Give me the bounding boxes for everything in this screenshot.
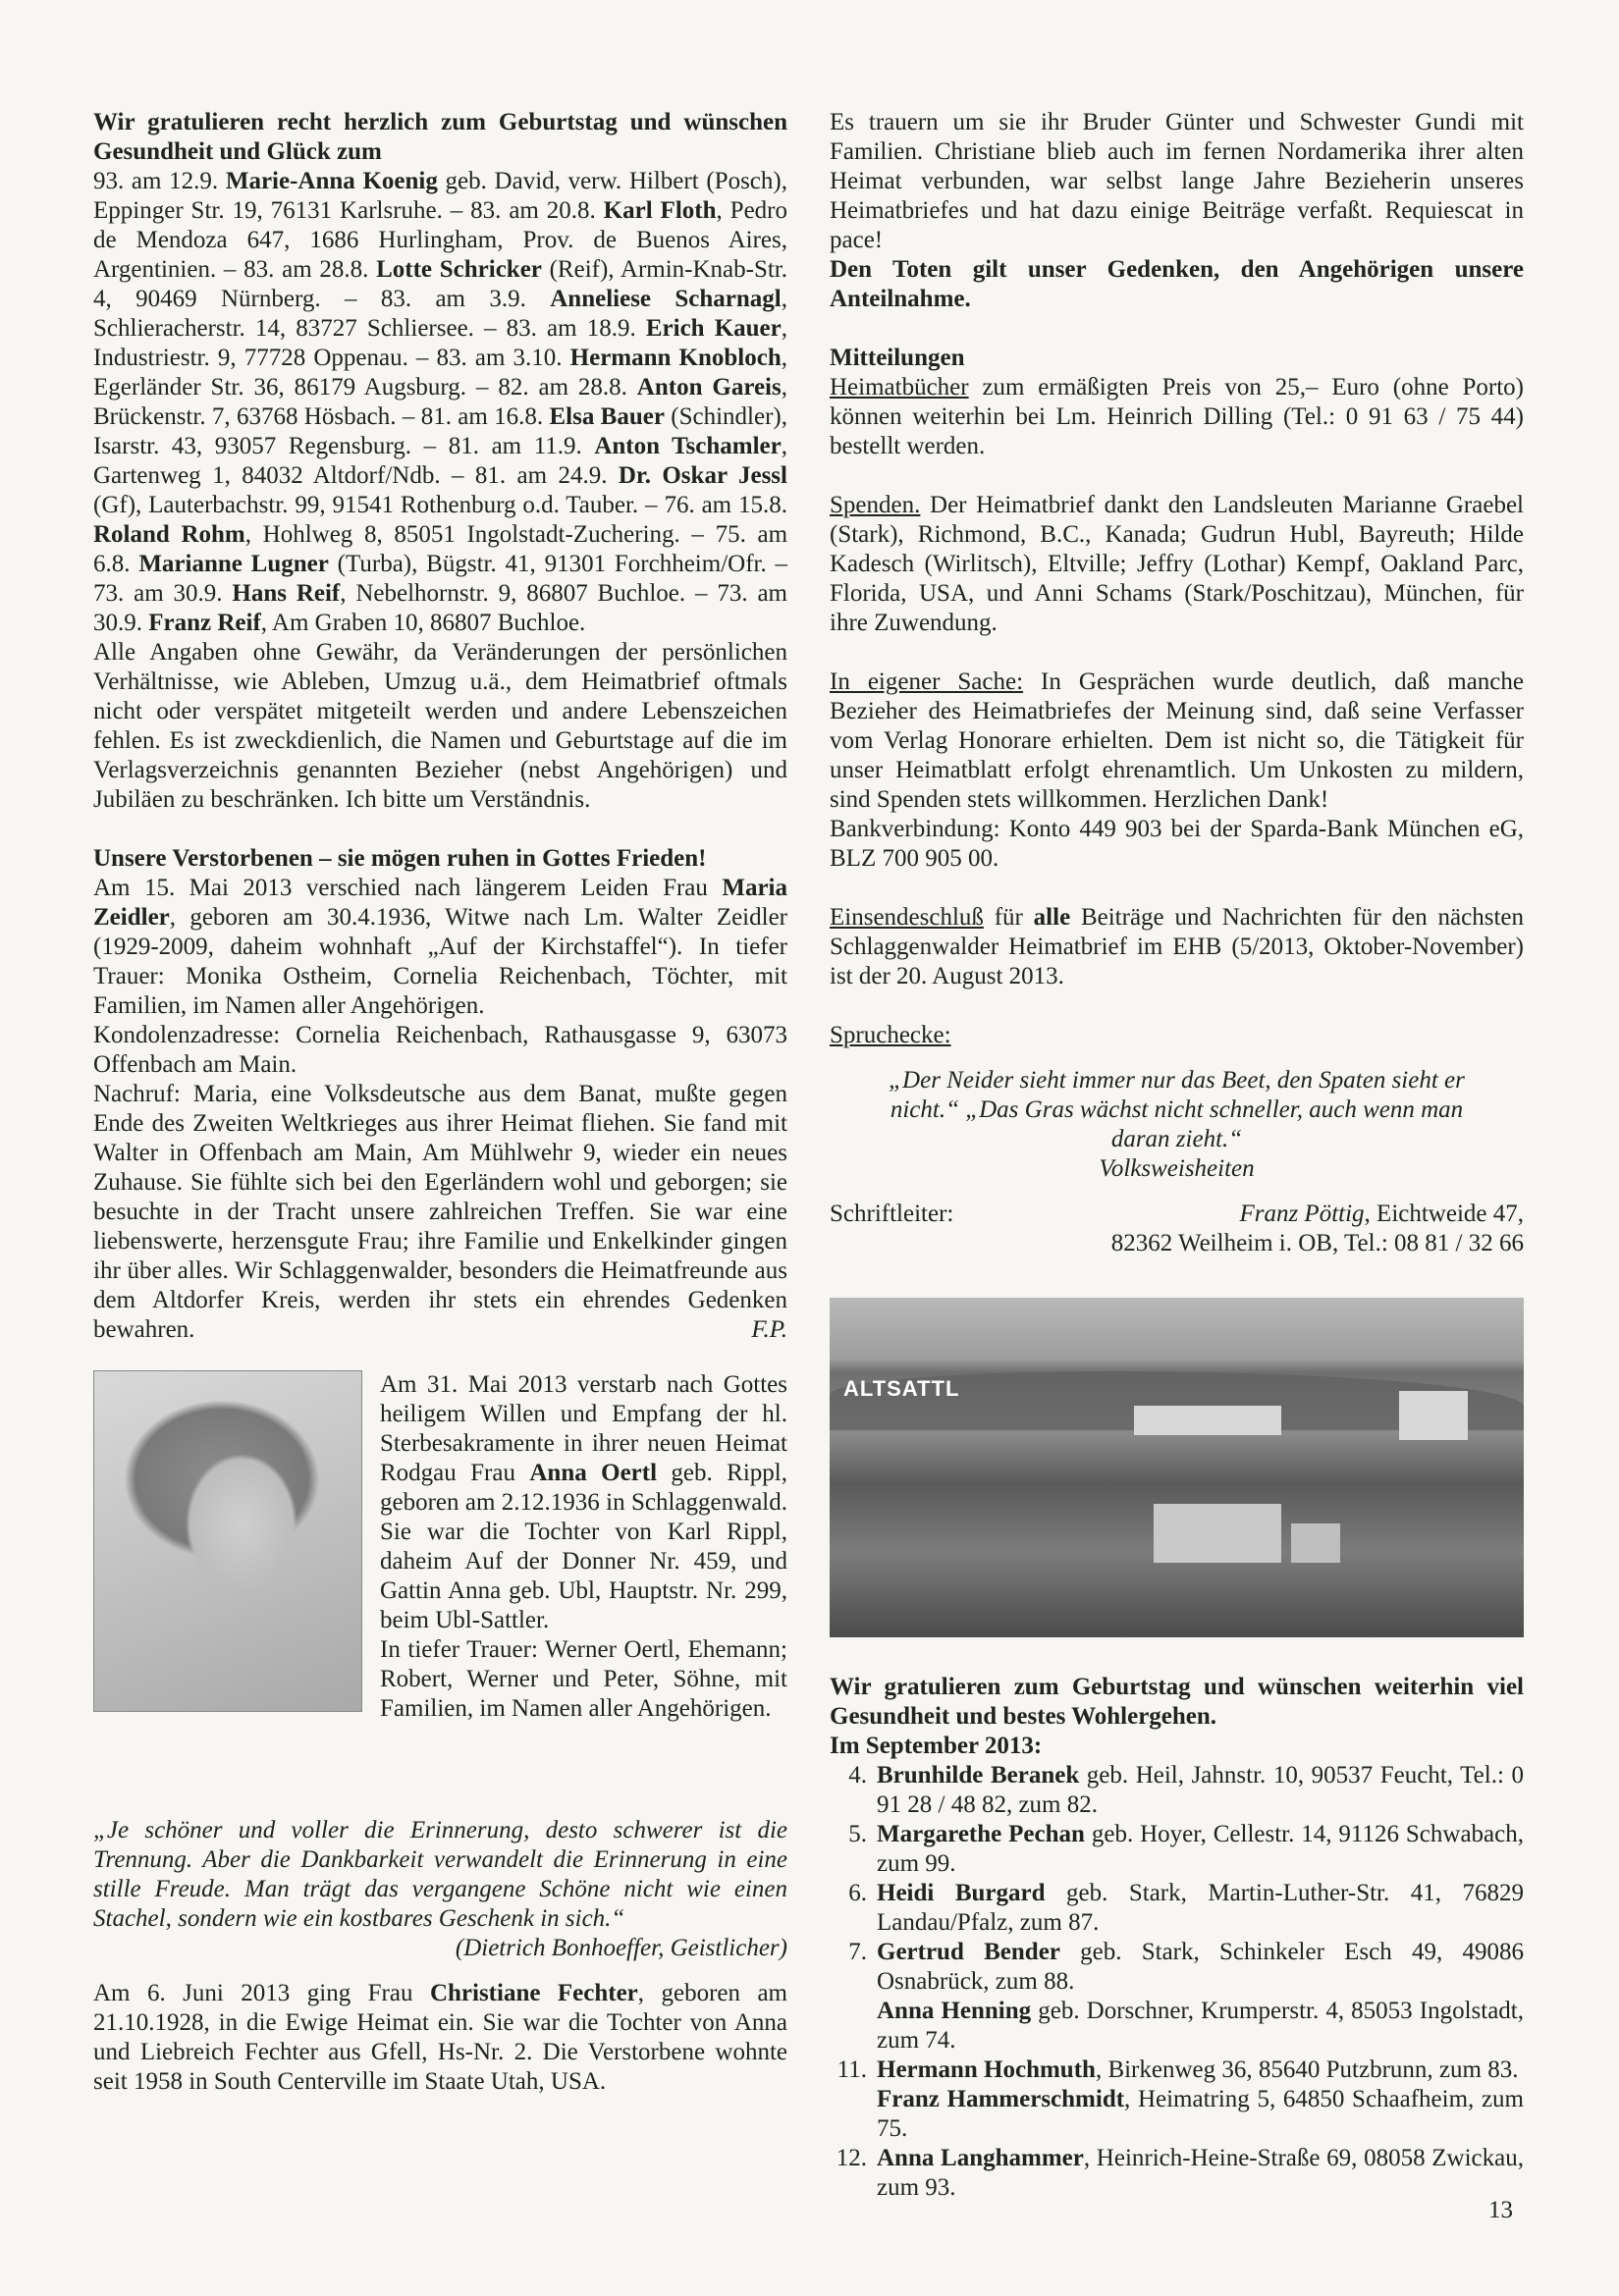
list-sub-item: Anna Henning geb. Dorschner, Krumperstr. 4, 85053 Ingolstadt, zum 74. — [877, 1998, 1525, 2054]
oertl-text: Am 31. Mai 2013 verstarb nach Gottes heiligem Willen und Empfang der hl. Sterbesakramente in ihrer neuen Heimat Rodgau Frau Anna Oertl geb. Rippl, geboren am 2.12.1936 in Schlaggenwald. Sie war die Tochter von Karl Rippl, daheim Auf der Donner Nr. 459, und Gattin Anna geb. Ubl, Hauptstr. Nr. 299, beim Ubl-Sattler. In tiefer Trauer: Werner Oertl, Ehemann; Robert, Werner und Peter, Söhne, mit Familien, im Namen aller Angehörigen. — [380, 1371, 787, 1722]
zeidler-notice: Am 15. Mai 2013 verschied nach längerem Leiden Frau Maria Zeidler, geboren am 30.4.1936, Witwe nach Lm. Walter Zeidler (1929-2009, daheim wohnhaft „Auf der Kirchstaffel“). In tiefer Trauer: Monika Ostheim, Cornelia Reichenbach, Töchter, mit Familien, im Namen aller Angehörigen. — [93, 875, 787, 1019]
deceased-heading: Unsere Verstorbenen – sie mögen ruhen in Gottes Frieden! — [93, 845, 707, 872]
disclaimer: Alle Angaben ohne Gewähr, da Veränderungen der persönlichen Verhältnisse, wie Ableben, Umzug u.ä., dem Heimatbrief oftmals nicht oder verspätet mitgeteilt werden und andere Lebenszeichen fehlen. Es ist zweckdienlich, die Namen und Geburtstage auf die im Verlagsverzeichnis genannten Bezieher (nebst Angehörigen) und Jubiläen zu beschränken. Ich bitte um Verständnis. — [93, 639, 787, 813]
list-item: 12. Anna Langhammer, Heinrich-Heine-Straße 69, 08058 Zwickau, zum 93. — [836, 2145, 1524, 2201]
birthdays-list: 93. am 12.9. Marie-Anna Koenig geb. David, verw. Hilbert (Posch), Eppinger Str. 19, 76131 Karlsruhe. – 83. am 20.8. Karl Floth, Pedro de Mendoza 647, 1686 Hurlingham, Prov. de Buenos Aires, Argentinien. – 83. am 28.8. Lotte Schricker (Reif), Armin-Knab-Str. 4, 90469 Nürnberg. – 83. am 3.9. Anneliese Scharnagl, Schlieracherstr. 14, 83727 Schliersee. – 83. am 18.9. Erich Kauer, Industriestr. 9, 77728 Oppenau. – 83. am 3.10. Hermann Knobloch, Egerländer Str. 36, 86179 Augsburg. – 82. am 28.8. Anton Gareis, Brückenstr. 7, 63768 Hösbach. – 81. am 16.8. Elsa Bauer (Schindler), Isarstr. 43, 93057 Regensburg. – 81. am 11.9. Anton Tschamler, Gartenweg 1, 84032 Altdorf/Ndb. – 81. am 24.9. Dr. Oskar Jessl (Gf), Lauterbachstr. 99, 91541 Rothenburg o.d. Tauber. – 76. am 15.8. Roland Rohm, Hohlweg 8, 85051 Ingolstadt-Zuchering. – 75. am 6.8. Marianne Lugner (Turba), Bügstr. 41, 91301 Forchheim/Ofr. – 73. am 30.9. Hans Reif, Nebelhornstr. 9, 86807 Buchloe. – 73. am 30.9. Franz Reif, Am Graben 10, 86807 Buchloe. — [93, 168, 788, 636]
bank-details: Bankverbindung: Konto 449 903 bei der Sparda-Bank München eG, BLZ 700 905 00. — [830, 816, 1524, 872]
list-sub-item: Franz Hammerschmidt, Heimatring 5, 64850 Schaafheim, zum 75. — [877, 2086, 1524, 2142]
proverb-source: Volksweisheiten — [1099, 1155, 1255, 1182]
list-item: 5. Margarethe Pechan geb. Hoyer, Cellestr. 14, 91126 Schwabach, zum 99. — [848, 1821, 1524, 1877]
portrait-photo — [93, 1370, 362, 1712]
list-item: 7. Gertrud Bender geb. Stark, Schinkeler Esch 49, 49086 Osnabrück, zum 88. — [848, 1939, 1524, 1995]
books-notice: Heimatbücher zum ermäßigten Preis von 25,– Euro (ohne Porto) können weiterhin bei Lm. Heinrich Dilling (Tel.: 0 91 63 / 75 44) bestellt werden. — [830, 374, 1524, 459]
editor-label: Schriftleiter: — [830, 1201, 954, 1227]
left-column — [93, 108, 787, 2097]
deadline-notice: Einsendeschluß für alle Beiträge und Nachrichten für den nächsten Schlaggenwalder Heimatbrief im EHB (5/2013, Oktober-November) ist der 20. August 2013. — [830, 904, 1524, 989]
fechter-continued: Es trauern um sie ihr Bruder Günter und Schwester Gundi mit Familien. Christiane blieb auch im fernen Nordamerika ihrer alten Heimat verbunden, war selbst lange Jahre Bezieherin unseres Heimatbriefes und hat dazu einige Beiträge verfaßt. Requiescat in pace! — [830, 109, 1524, 253]
list-item: 4. Brunhilde Beranek geb. Heil, Jahnstr. 10, 90537 Feucht, Tel.: 0 91 28 / 48 82, zum 82. — [848, 1762, 1524, 1818]
page-number: 13 — [1488, 2197, 1513, 2223]
obituary-text: Nachruf: Maria, eine Volksdeutsche aus dem Banat, mußte gegen Ende des Zweiten Weltkrieges aus ihrer Heimat fliehen. Sie fand mit Walter in Offenbach am Main, Am Mühlwehr 9, wieder ein neues Zuhause. Sie fühlte sich bei den Egerländern wohl und geborgen; sie besuchte in der Tracht unsere zahlreichen Treffen. Sie war eine liebenswerte, herzensgute Frau; ihre Familie und Enkelkinder gingen ihr über alles. Wir Schlaggenwalder, besonders die Heimatfreunde aus dem Altdorfer Kreis, werden ihr stets ein ehrendes Gedenken bewahren. — [93, 1081, 787, 1343]
donations-notice: Spenden. Der Heimatbrief dankt den Landsleuten Marianne Graebel (Stark), Richmond, B.C., Kanada; Gudrun Hubl, Bayreuth; Hilde Kadesch (Wirlitsch), Eltville; Jeffry (Lothar) Kempf, Oakland Parc, Florida, USA, und Anni Schams (Stark/Poschitzau), München, für ihre Zuwendung. — [830, 492, 1524, 636]
bonhoeffer-quote: „Je schöner und voller die Erinnerung, desto schwerer ist die Trennung. Aber die Dankbarkeit verwandelt die Erinnerung in eine stille Freude. Man trägt das vergangene Schöne nicht wie einen Stachel, sondern wie ein kostbares Geschenk in sich.“ — [93, 1817, 787, 1932]
birthdays-heading: Wir gratulieren recht herzlich zum Geburtstag und wünschen Gesundheit und Glück zum — [93, 109, 787, 165]
list-item: 6. Heidi Burgard geb. Stark, Martin-Luther-Str. 41, 76829 Landau/Pfalz, zum 87. — [848, 1880, 1524, 1936]
fechter-notice: Am 6. Juni 2013 ging Frau Christiane Fechter, geboren am 21.10.1928, in die Ewige Heimat ein. Sie war die Tochter von Anna und Liebreich Fechter aus Gfell, Hs-Nr. 2. Die Verstorbene wohnte seit 1958 in South Centerville im Staate Utah, USA. — [93, 1980, 788, 2095]
proverb-text: „Der Neider sieht immer nur das Beet, den Spaten sieht er nicht.“ „Das Gras wächst nicht schneller, auch wenn man daran zieht.“ — [889, 1067, 1465, 1152]
quote-source: (Dietrich Bonhoeffer, Geistlicher) — [455, 1935, 787, 1961]
altsattl-photo — [830, 1298, 1524, 1637]
memorial-line: Den Toten gilt unser Gedenken, den Angehörigen unsere Anteilnahme. — [830, 256, 1524, 312]
condolence-address: Kondolenzadresse: Cornelia Reichenbach, Rathausgasse 9, 63073 Offenbach am Main. — [93, 1022, 787, 1078]
birthdays2-month: Im September 2013: — [830, 1733, 1043, 1759]
birthdays2-heading: Wir gratulieren zum Geburtstag und wünschen weiterhin viel Gesundheit und bestes Wohlergehen. — [830, 1674, 1524, 1730]
own-matter-notice: In eigener Sache: In Gesprächen wurde deutlich, daß manche Bezieher des Heimatbriefes der Meinung sind, daß seine Verfasser vom Verlag Honorare erhielten. Dem ist nicht so, die Tätigkeit für unser Heimatblatt erfolgt ehrenamtlich. Um Unkosten zu mildern, sind Spenden stets willkommen. Herzlichen Dank! — [830, 668, 1524, 813]
announcements-heading: Mitteilungen — [830, 345, 965, 371]
photo-caption-label: ALTSATTL — [843, 1376, 960, 1401]
editor-signature — [830, 1200, 1524, 1229]
obituary-initials: F.P. — [751, 1316, 787, 1343]
list-item: 11. Hermann Hochmuth, Birkenweg 36, 85640 Putzbrunn, zum 83. — [836, 2056, 1519, 2083]
oertl-block — [93, 1370, 787, 1832]
right-column — [830, 108, 1524, 2203]
editor-name-line: Franz Pöttig, Eichtweide 47, — [1239, 1201, 1524, 1227]
editor-address: 82362 Weilheim i. OB, Tel.: 08 81 / 32 66 — [1110, 1230, 1524, 1256]
proverb-label: Spruchecke: — [830, 1022, 951, 1048]
